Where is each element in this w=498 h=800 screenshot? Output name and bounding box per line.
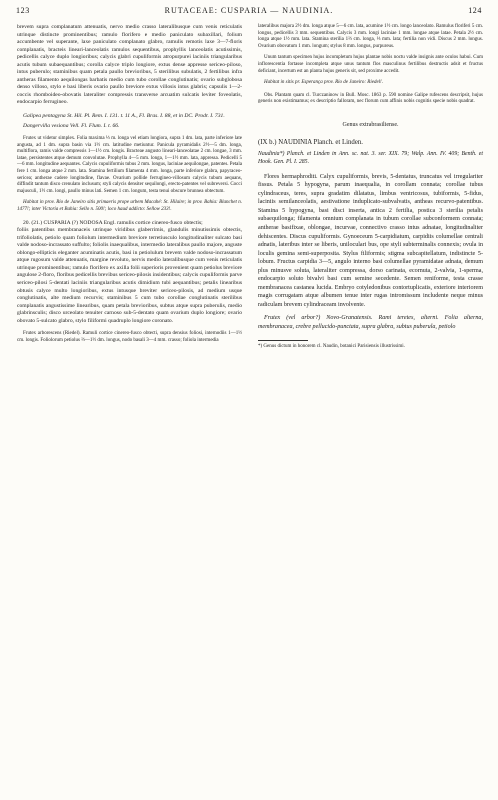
page-number-right: 124	[468, 6, 482, 15]
running-title: RUTACEAE: CUSPARIA — NAUDINIA.	[164, 6, 334, 15]
habitat-note: Habitat in prov. Rio de Janeiro sitis primaeris prope urbem Macahé: St. Hilaire; in prov. Bahia: Blanchet n. 1477!; inter Victoria et Bahia: Sello n. 500!; loco haud addicto: Sellow 233!.	[17, 200, 242, 213]
observation-note: Obs. Plantam quam cl. Turczaninow in Bull. Mosc. 1863 p. 590 nomine Galipe rufescens descripsit, hujus generis non existimamus; ex descriptio falloram, nec florum cum affinis nobis cognitis specie nobis quadrat.	[258, 92, 483, 105]
page-number-left: 123	[16, 6, 30, 15]
species-20-heading: 20. (21.) CUSPARIA (?) NODOSA Engl. ramulis cortice cinereo-fusco obtectis;	[23, 219, 203, 226]
footnote: *) Genus dictum in honorem cl. Naudin, botanici Parisiensis illustrissimi.	[258, 343, 405, 349]
synonym-galipea: Galipea pentagyna St. Hil. Pl. Rem. I. 131. t. 11 A., Fl. Bras. I. 88, et in DC. Prodr. I. 731.	[23, 113, 225, 120]
frutex-description: Frutex ut videtur simplex. Folia maxima ⅓ m. longa vel etiam longiora, supra 1 dm. lata, parte inferiore late angusta, ad 1 dm. supra basin via 1½ cm. latitudine metiuntur. Panicula pyramidalis 2½—5 dm. longa, multiflora, ramis valde compressis 1—1½ cm. longis. Bracteae angusto lineari-lanceolatae 2 cm. longae, 3 mm. latae, persistentes atque demum convolutae. Prophylla 4—5 mm. longa, 1—1½ mm. lata, appressa. Pedicelli 5—6 mm. longitudine aequantes. Calycis cupuliformis tubus 2 mm. longus, laciniae aequilongae, patentes. Petala fere 1 cm. longa atque 2 mm. lata. Stamina fertilium filamenta 4 mm. longa, parte inferiore glabra, papyraceo-sericea; antherae cadere longitudine, flavae. Ovarium pollide ferrugineo-villosum calycis tubum aequans, diffindit tantum disco crenulato inclusum; styli calycis densiter sequilongi, erecto-patentes vel subreversi. Cocci majusculi, 1½ cm. longi, paullo minus lati. Semen 1 cm. longum, testa tenui obscure brunnea obtectum.	[17, 136, 242, 194]
species-20-frutex: Frutex arborescens (Riedel). Ramuli cortice cinereo-fusco obtecti, supra densius foliosi, internodiis 1—1½ cm. longis. Foliolorum petiolus ⅔—1½ dm. longus, nodo basali 3—4 mm. crasso; foliola intermedia	[17, 331, 242, 343]
species-20-remark: Unum tantum specimen hujus incompletum hujus plantae nobis noctu valde insignis ante oculos habui. Cum inflorescentia fortasse incompleta atque unus tantum flos masculinus fertilibus destructis adsit et fructus deficiant, incertum est an planta hujus generis sit, sed proxime accedit.	[258, 55, 483, 74]
genus-reference: Naudinia*) Planch. et Linden in Ann. sc. nat. 3. ser. XIX. 79; Walp. Ann. IV. 409; Benth. et Hook. Gen. Pl. I. 285.	[258, 151, 483, 165]
genus-caption: Genus extrabrasiliense.	[342, 121, 399, 128]
right-column	[258, 24, 483, 350]
genus-diagnosis: Flores hermaphroditi. Calyx cupuliformis, brevis, 5-dentatus, truncatus vel irregulariter fissus. Petala 5 hypogyna, parum inaequalia, in corollam connata; corollae tubus cylindraceus, teres, supra gradatim dilatatus, limbus ventricosus, tubiformis, 5-fidus, laciniis semilanceolatis, aestivatione induplicato-subvalvatis, antheas recurvo-patentibus. Stamina 5 hypogyna, basi disci inserta, antica 2 fertilia, postica 3 sterilia petalis subaequilonga; filamenta omnium complanata in tubum corollae subconformem connata; antherae basifixae, oblongae, incurvae, connectivo crasso intus adnatae, longitudinaliter dehiscentes. Discus cupuliformis. Gynoeceum 5-carpidiatum, carpidiis columellae centrali adnatis, lateribus inter se liberis, uniloculari bus, ope styli subterminalis connexis; ovula in loculis gemina semi-superposita. Stylus filiformis; stigma subcapitellatum, indistincte 5-lobum. Fructus carpidia 3—5, angulo interno basi columellae pyramidatae adnata, demum plus minusve soluta, lateraliter compressa, dorso carinata, ecornuta, 2-valvia, 1-sperma, endocarpio soluto bivalvi basi cum semine secedente. Semen reniforme, testa crasse membranacea castanea lucida. Embryo cotyledonibus contortuplicatis, exteriore interiorem magis corrugatam atque albumen tenue inter rugas intromissum includente neque minus radiculam brevem cylindraceam involvente.	[258, 173, 483, 308]
species-20-habitat: Habitat in sitis pr. Esperança prov. Rio de Janeiro: Riedel!.	[264, 80, 383, 86]
cusparia-description-continued: brevem supra complanatum attenuatis, nervo medio crasso lateralibusque cum venis reticulatis utrinque distincte prominentibus; ramulo florifero e medio paniculato subaxillari, folium accumbente vel superante, laxe paniculato complanato glabro, ramulis remotis laxe 3—7-floris complanatis, bracteis lineari-lanceolatis ramulos sequentibus, prophyllis lanceolatis acutissimis, pedicellis calyce duplo longioribus; calycis glabri cupuliformis atropurpurei laciniis triangularibus acutis tubum subaequantibus; corolla calyce triplo longiore, extus dense appresse sericeo-piloso, intus puberulo; staminibus quam petala paullo brevioribus, 5 sterilibus subulatis, 2 fertilibus infra antheras filamento aequilongas barbatis medio cum tubo corollae conglutinatis; ovario subglobosa denso villoso, stylo e basi liberis ovario paullo breviore extus villosis intus glabris; capsulis 1—2-coccis rhomboideo-obovatis lateraliter compressis transverse arcuatim sulcatis leviter foveolatis, endocarpio ferrugineo.	[17, 24, 242, 106]
genus-frutex: Frutex (vel arbor?) Novo-Granatensis. Rami teretes, alterni. Folia alterna, membranacea, crebre pellucido-punctata, supra glabra, subtus puberula, petiolo	[258, 315, 483, 330]
page-header	[16, 6, 482, 20]
left-column	[17, 24, 242, 344]
genus-heading: (IX b.) NAUDINIA Planch. et Linden.	[258, 139, 363, 147]
species-20-measurements: lateralibus majora 2½ dm. longa atque 5—6 cm. lata, acumine 1½ cm. longo lanceolato. Ramulus floriferi 5 cm. longus, pedicellis 3 mm. sequentibus. Calycis 3 mm. longi laciniae 1 mm. longae atque latae. Petala 2½ cm. longa atque 1½ mm. lata. Stamina sterilia 1⅔ cm. longa, ⅓ mm. lata; fertilia non vidi. Discus 2 mm. longus. Ovarium obovatum 1 mm. longum; stylus 8 mm. longus, purpureus.	[258, 24, 483, 49]
species-20-description: foliis patentibus membranaceis utrinque viridibus glaberrimis, glandulis minutissimis obtectis, trifoliolatis, petiolo quam foliolum intermedium breviore terretiusculo longitudinaliter sulcato basi valde nodoso-incrassato suffulto; foliolis inaequalibus, intermedio lateralibus paullo majore, anguste oblongo-ellipticis eleganter acuminatis acutis, basi in petiolulum brevem valde nodoso-incrassatum atque rugosum valde attenuatis, margine revoluto, nervis medio lateralibusque cum venis reticulatis utrinque prominentibus; ramulo florifero ex axilla folii superioris provenient quam petiolus breviore angulose 2-floro, floribus pedicellis brevibus sericeo-pilosis insidentibus; calycis cupuliformis parve sericeo-pilosi 5-dentati laciniis triangularibus acutis dimidium tubi aequantibus; petalis linearibus obtusis calyce multo longioribus, extus intusque breviter sericeo-pilosis, ad medium usque conglutinatis, alte medium recurvis; staminibus 5 cum tubo corollae conglutinatis sterilibus complanatis angustissime linearibus, quam petala brevioribus, subtus atque supra puberulis, medio glabrinsculis; disco urceolato tenuiter carnoso sub-5-dentato quam ovarium duplo longiore; ovario obovato 5-sulcato glabro, stylo filiformi quadruplo longiore coronato.	[17, 227, 242, 324]
footnote-rule	[258, 340, 308, 341]
synonym-dangervilla: Dangervilla vesiona Vell. Fl. Flum. I. t. 66.	[23, 122, 120, 129]
